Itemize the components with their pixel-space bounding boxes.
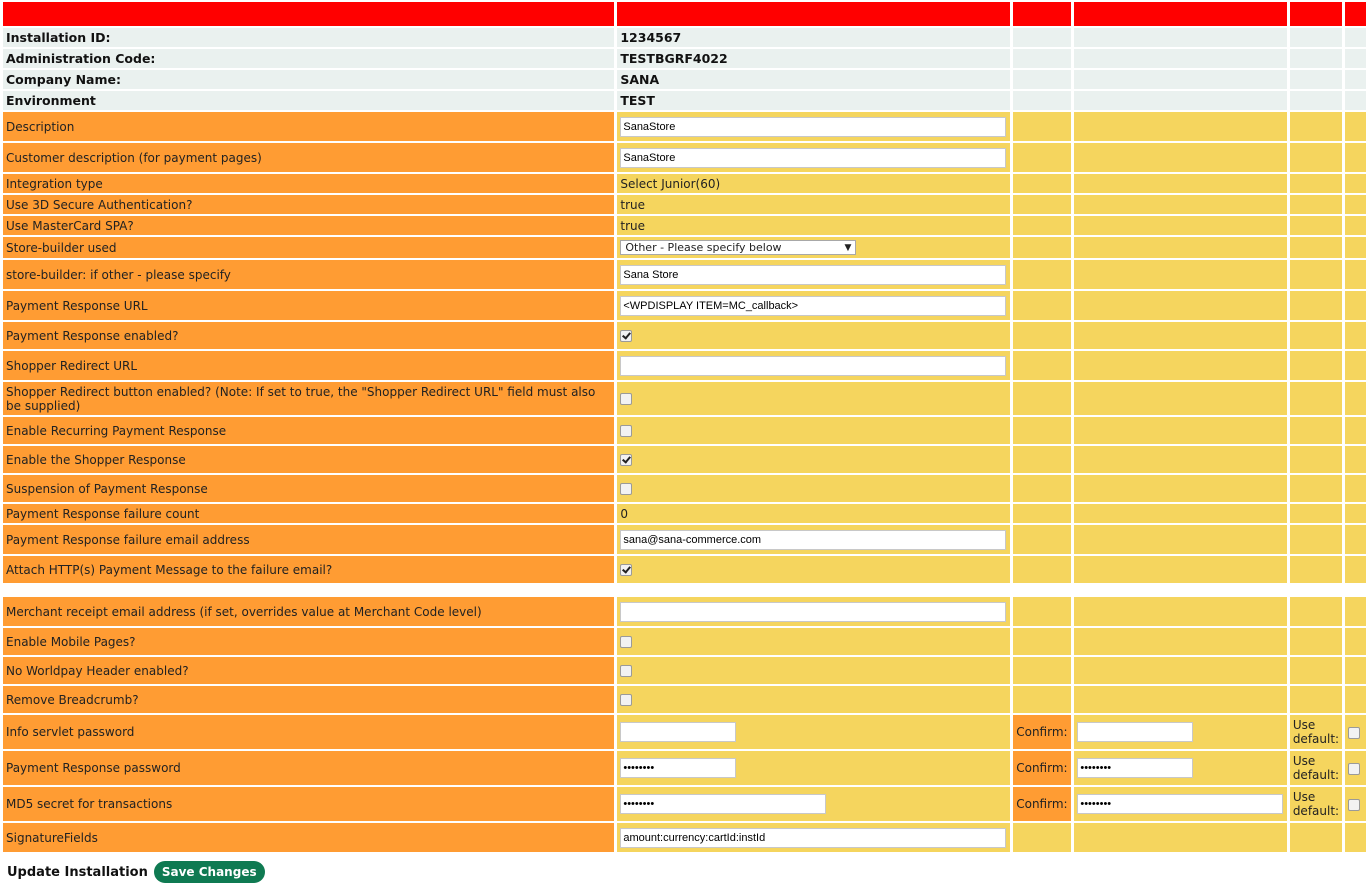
md5-secret-use-default-label: Use default: [1290,787,1342,821]
md5-secret-row [3,787,1366,821]
store-builder-other-label: store-builder: if other - please specify [3,260,614,289]
use-3d-secure-label: Use 3D Secure Authentication? [3,195,614,214]
payment-response-use-default-label: Use default: [1290,751,1342,785]
merchant-receipt-email-input[interactable] [620,602,1006,622]
mobile-pages-row [3,628,1366,655]
company-name-value: SANA [617,70,1010,89]
payment-response-password-input[interactable] [620,758,736,778]
save-changes-button[interactable]: Save Changes [154,861,265,883]
payment-response-enabled-checkbox[interactable] [620,330,632,342]
failure-email-row [3,525,1366,554]
payment-response-confirm-label: Confirm: [1013,751,1071,785]
info-servlet-password-input[interactable] [620,722,736,742]
info-servlet-confirm-input[interactable] [1077,722,1193,742]
payment-response-enabled-label: Payment Response enabled? [3,322,614,349]
store-builder-other-input[interactable] [620,265,1006,285]
failure-count-value: 0 [617,504,1010,523]
info-servlet-use-default-checkbox[interactable] [1348,727,1360,739]
attach-http-message-row [3,556,1366,583]
description-label: Description [3,112,614,141]
installation-id-row [3,28,1366,47]
failure-email-label: Payment Response failure email address [3,525,614,554]
merchant-receipt-email-label: Merchant receipt email address (if set, overrides value at Merchant Code level) [3,597,614,626]
attach-http-message-label: Attach HTTP(s) Payment Message to the failure email? [3,556,614,583]
failure-count-label: Payment Response failure count [3,504,614,523]
recurring-payment-response-row [3,417,1366,444]
info-servlet-confirm-label: Confirm: [1013,715,1071,749]
use-3d-secure-row [3,195,1366,214]
integration-type-value: Select Junior(60) [617,174,1010,193]
company-name-row [3,70,1366,89]
customer-description-label: Customer description (for payment pages) [3,143,614,172]
use-mastercard-spa-row [3,216,1366,235]
shopper-redirect-url-label: Shopper Redirect URL [3,351,614,380]
dropdown-arrow-icon: ▼ [844,243,852,253]
shopper-redirect-button-row [3,382,1366,415]
admin-code-label: Administration Code: [3,49,614,68]
mobile-pages-label: Enable Mobile Pages? [3,628,614,655]
suspension-payment-response-checkbox[interactable] [620,483,632,495]
integration-type-label: Integration type [3,174,614,193]
description-input[interactable] [620,117,1006,137]
suspension-payment-response-label: Suspension of Payment Response [3,475,614,502]
shopper-redirect-url-input[interactable] [620,356,1006,376]
use-3d-secure-value: true [617,195,1010,214]
section-spacer [3,585,1366,595]
info-servlet-password-row [3,715,1366,749]
payment-response-url-label: Payment Response URL [3,291,614,320]
shopper-response-row [3,446,1366,473]
remove-breadcrumb-row [3,686,1366,713]
md5-secret-input[interactable] [620,794,826,814]
use-mastercard-spa-label: Use MasterCard SPA? [3,216,614,235]
admin-code-value: TESTBGRF4022 [617,49,1010,68]
environment-row [3,91,1366,110]
no-worldpay-header-label: No Worldpay Header enabled? [3,657,614,684]
installation-id-value: 1234567 [617,28,1010,47]
integration-type-row [3,174,1366,193]
header-bar [3,2,1366,26]
no-worldpay-header-checkbox[interactable] [620,665,632,677]
signature-fields-input[interactable] [620,828,1006,848]
recurring-payment-response-label: Enable Recurring Payment Response [3,417,614,444]
merchant-receipt-email-row [3,597,1366,626]
failure-email-input[interactable] [620,530,1006,550]
admin-code-row [3,49,1366,68]
signature-fields-row [3,823,1366,852]
payment-response-url-row [3,291,1366,320]
failure-count-row [3,504,1366,523]
md5-secret-label: MD5 secret for transactions [3,787,614,821]
shopper-redirect-url-row [3,351,1366,380]
store-builder-selected-value: Other - Please specify below [625,241,782,254]
shopper-response-checkbox[interactable] [620,454,632,466]
shopper-redirect-button-checkbox[interactable] [620,393,632,405]
payment-response-password-label: Payment Response password [3,751,614,785]
company-name-label: Company Name: [3,70,614,89]
payment-response-password-row [3,751,1366,785]
md5-secret-confirm-label: Confirm: [1013,787,1071,821]
attach-http-message-checkbox[interactable] [620,564,632,576]
environment-value: TEST [617,91,1010,110]
description-row [3,112,1366,141]
no-worldpay-header-row [3,657,1366,684]
signature-fields-label: SignatureFields [3,823,614,852]
payment-response-confirm-input[interactable] [1077,758,1193,778]
info-servlet-password-label: Info servlet password [3,715,614,749]
remove-breadcrumb-checkbox[interactable] [620,694,632,706]
store-builder-label: Store-builder used [3,237,614,258]
environment-label: Environment [3,91,614,110]
shopper-redirect-button-label: Shopper Redirect button enabled? (Note: If set to true, the "Shopper Redirect URL" field must also be supplied) [3,382,614,415]
use-mastercard-spa-value: true [617,216,1010,235]
recurring-payment-response-checkbox[interactable] [620,425,632,437]
info-servlet-use-default-label: Use default: [1290,715,1342,749]
mobile-pages-checkbox[interactable] [620,636,632,648]
update-installation-label: Update Installation [7,864,148,880]
md5-secret-use-default-checkbox[interactable] [1348,799,1360,811]
store-builder-row [3,237,1366,258]
store-builder-other-row [3,260,1366,289]
installation-id-label: Installation ID: [3,28,614,47]
footer-bar [7,861,265,883]
payment-response-url-input[interactable] [620,296,1006,316]
customer-description-row [3,143,1366,172]
payment-response-enabled-row [3,322,1366,349]
store-builder-select[interactable] [620,240,856,255]
suspension-payment-response-row [3,475,1366,502]
customer-description-input[interactable] [620,148,1006,168]
payment-response-use-default-checkbox[interactable] [1348,763,1360,775]
md5-secret-confirm-input[interactable] [1077,794,1283,814]
shopper-response-label: Enable the Shopper Response [3,446,614,473]
remove-breadcrumb-label: Remove Breadcrumb? [3,686,614,713]
